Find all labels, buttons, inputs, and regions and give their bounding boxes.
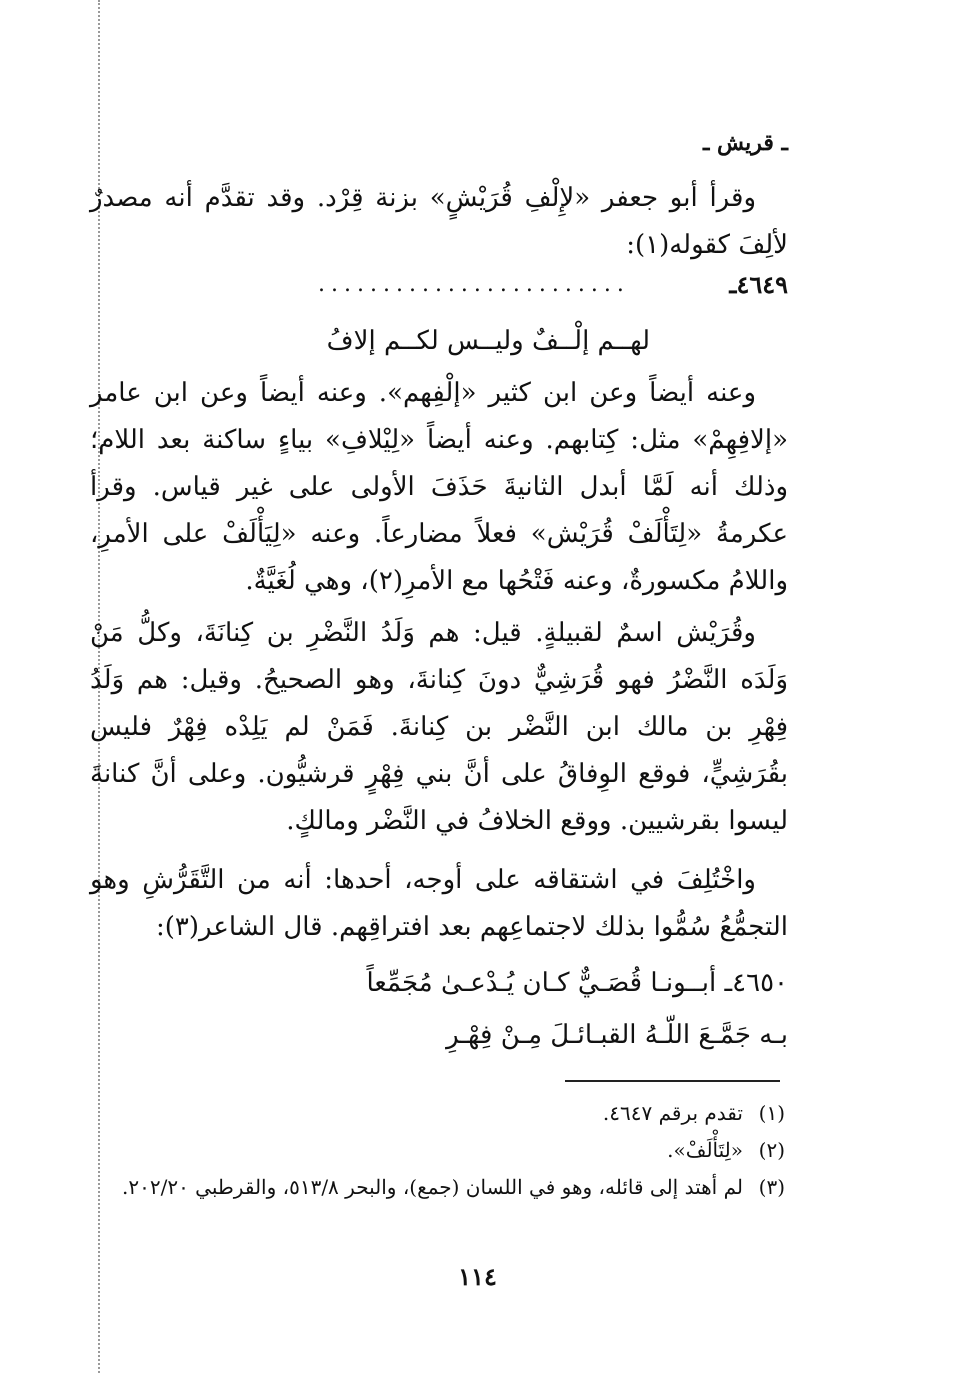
verse-line: أبــونـا قُصَـيٌّ كـان يُـدْعـىٰ مُجَمِّعاً <box>366 968 717 998</box>
verse-number: ٤٦٤٩ـ <box>729 270 788 299</box>
verse-4649-number-row <box>168 270 788 310</box>
footnote-text: تقدم برقم ٤٦٤٧. <box>602 1101 743 1125</box>
running-head: ـ قريش ـ <box>702 130 788 156</box>
body-paragraph: وعنه أيضاً وعن ابن كثير «إلْفِهم». وعنه أيضاً وعن ابن عامر «إلافِهِمْ» مثل: كِتابهم. وعنه أيضاً «لِيْلافِ» بياءٍ ساكنة بعد اللام؛ وذلك أنه لَمَّا أبدل الثانيةَ حَذَفَ الأولى على غير قياس. وقرأ عكرمةُ «لِتَأْلَفْ قُرَيْش» فعلاً مضارعاً. وعنه «لِيَأْلَفْ على الأمرِ، واللامُ مكسورةٌ، وعنه فَتْحُها مع الأمرِ(٢)، وهي لُغَيَّةٌ. <box>90 378 788 596</box>
body-paragraph-3-block <box>90 857 788 951</box>
footnote <box>95 1169 785 1206</box>
footnote-separator <box>565 1080 780 1082</box>
body-paragraph-1-block <box>90 370 788 605</box>
footnotes <box>95 1095 785 1206</box>
verse-4650-line-2: بـه جَمَّـعَ اللّـهُ القبـائـلَ مِـنْ فِهْـرِ <box>446 1020 788 1050</box>
footnote <box>95 1095 785 1132</box>
footnote-number: (٢) <box>758 1138 785 1162</box>
footnote-number: (٣) <box>758 1175 785 1199</box>
intro-paragraph: وقرأ أبو جعفر «لإِلْفِ قُرَيْشٍ» بزنة قِرْد. وقد تقدَّم أنه مصدرٌ لألِفَ كقوله(١): <box>90 183 788 260</box>
footnote-text: لم أهتد إلى قائله، وهو في اللسان (جمع)، والبحر ٥١٣/٨، والقرطبي ٢٠٢/٢٠. <box>122 1175 743 1199</box>
page-number: ١١٤ <box>458 1262 497 1291</box>
intro-paragraph-block <box>90 175 788 269</box>
body-paragraph-2-block <box>90 610 788 845</box>
verse-4649-text: لهــم إلْــفٌ وليــس لكــم إلافُ <box>326 326 650 356</box>
verse-4650-line-1 <box>367 968 789 998</box>
verse-dots: ........................ <box>318 272 630 297</box>
footnote-text: «لِتَأْلَفْ». <box>667 1138 743 1162</box>
body-paragraph: وقُرَيْش اسمٌ لقبيلةٍ. قيل: هم وَلَدُ النَّضْرِ بن كِنانَةَ، وكلُّ مَنْ وَلَدَه النَّضْرُ فهو قُرَشِيٌّ دونَ كِنانةَ، وهو الصحيحُ. وقيل: هم وَلَدُ فِهْرِ بن مالك ابن النَّضْر بن كِنانةَ. فَمَنْ لم يَلِدْه فِهْرٌ فليس بقُرَشِيٍّ، فوقع الوِفاقُ على أنَّ بني فِهْرٍ قرشيُّون. وعلى أنَّ كنانةَ ليسوا بقرشيين. ووقع الخلافُ في النَّضْر ومالكٍ. <box>90 618 788 836</box>
body-paragraph: واخْتُلِفَ في اشتقاقه على أوجه، أحدها: أنه من التَّقَرُّشِ وهو التجمُّعُ سُمُّوا بذلك لاجتماعِهم بعد افتراقِهم. قال الشاعر(٣): <box>90 865 788 942</box>
footnote-number: (١) <box>758 1101 785 1125</box>
verse-number: ٤٦٥٠ـ <box>724 968 788 998</box>
footnote <box>95 1132 785 1169</box>
